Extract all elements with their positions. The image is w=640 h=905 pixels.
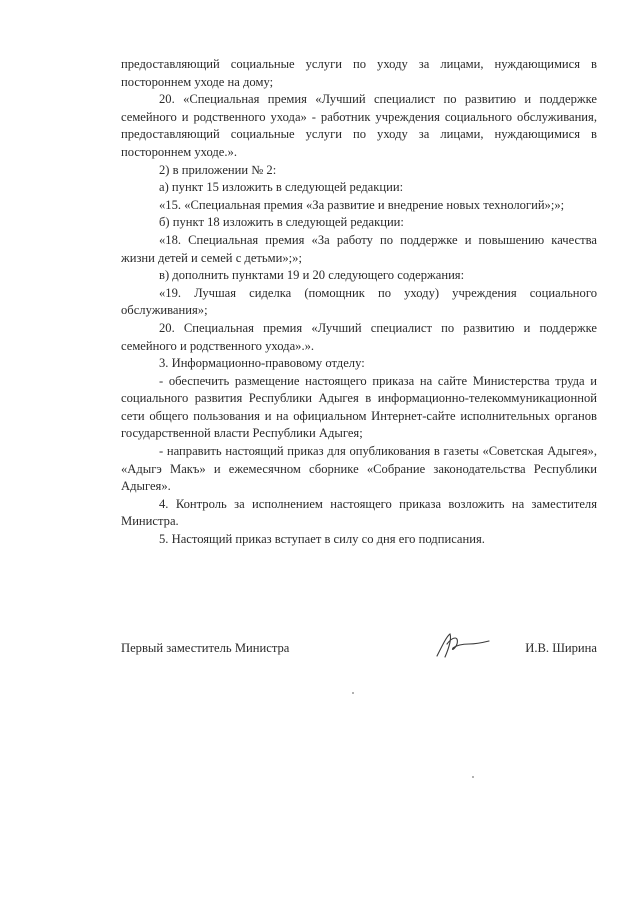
paragraph-11: 3. Информационно-правовому отделу: [159,356,365,371]
scan-speck [472,776,474,778]
scan-speck [352,692,354,694]
paragraph-2: 20. «Специальная премия «Лучший специалист по развитию и поддержке семейного и родственного ухода» - работник учреждения социального обслуживания, предоставляющий социальные услуги по уходу за лицами, нуждающимися в постороннем уходе.». [121,92,597,159]
paragraph-7: «18. Специальная премия «За работу по поддержке и повышению качества жизни детей и семей с детьми»;»; [121,232,597,265]
document-body [121,56,597,549]
paragraph-10: 20. Специальная премия «Лучший специалист по развитию и поддержке семейного и родственного ухода».». [121,320,597,353]
paragraph-12: - обеспечить размещение настоящего приказа на сайте Министерства труда и социального развития Республики Адыгея в информационно-телекоммуникационной сети общего пользования и на официальном Интернет-сайте исполнительных органов государственной власти Республики Адыгея; [121,373,597,441]
paragraph-15: 5. Настоящий приказ вступает в силу со дня его подписания. [159,532,485,547]
paragraph-6: б) пункт 18 изложить в следующей редакции: [159,215,404,230]
paragraph-1: предоставляющий социальные услуги по уходу за лицами, нуждающимися в постороннем уходе на дому; [121,57,597,89]
paragraph-4: а) пункт 15 изложить в следующей редакции: [159,180,404,195]
signatory-name: И.В. Ширина [525,641,597,655]
paragraph-13: - направить настоящий приказ для опубликования в газеты «Советская Адыгея», «Адыгэ Макъ» и ежемесячном сборнике «Собрание законодательства Республики Адыгея». [121,444,597,494]
signatory-title: Первый заместитель Министра [121,641,290,655]
handwritten-signature-icon [433,630,491,662]
signature-block [121,630,597,670]
paragraph-9: «19. Лучшая сиделка (помощник по уходу) учреждения социального обслуживания»; [121,285,597,318]
paragraph-3: 2) в приложении № 2: [159,162,277,177]
paragraph-8: в) дополнить пунктами 19 и 20 следующего содержания: [159,268,465,283]
paragraph-5: «15. «Специальная премия «За развитие и внедрение новых технологий»;»; [159,197,565,212]
paragraph-14: 4. Контроль за исполнением настоящего приказа возложить на заместителя Министра. [121,496,597,529]
